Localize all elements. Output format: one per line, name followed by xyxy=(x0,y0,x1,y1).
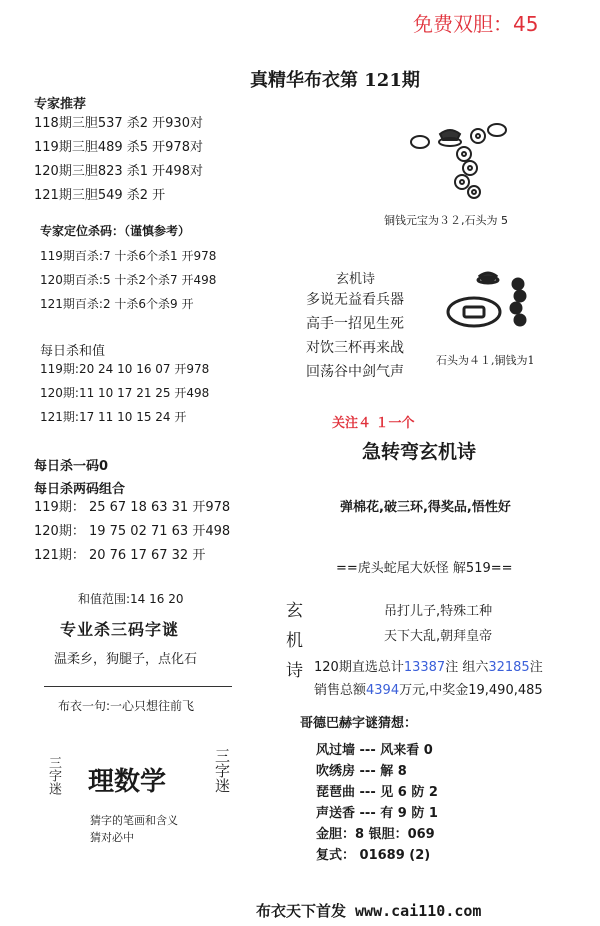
xuanji-char: 机 xyxy=(286,631,303,651)
focus-note: 关注４ １一个 xyxy=(332,416,415,431)
stone-coin-image xyxy=(440,262,540,342)
page-title: 真精华布衣第 121期 xyxy=(250,70,420,91)
expert-line: 119期三胆489 杀5 开978对 xyxy=(34,140,203,155)
sharp-turn-title: 急转弯玄机诗 xyxy=(362,441,477,463)
sum-kill-line: 120期:11 10 17 21 25 开498 xyxy=(40,386,210,400)
kill-one-code: 每日杀一码0 xyxy=(34,459,109,474)
kill-two-line: 121期： 20 76 17 67 32 开 xyxy=(34,548,206,563)
position-kill-heading: 专家定位杀码：（谨慎参考） xyxy=(40,224,191,238)
goldbach-heading: 哥德巴赫字谜猜想： xyxy=(300,716,418,731)
divider xyxy=(44,686,232,687)
tiger-line: ==虎头蛇尾大妖怪 解519== xyxy=(336,561,513,576)
coins-top-caption: 铜钱元宝为３２,石头为 5 xyxy=(384,214,508,227)
riddle-left-label: 三字迷 xyxy=(46,756,61,795)
pro-kill-title: 专业杀三码字谜 xyxy=(60,620,180,639)
sales-label: 注 xyxy=(529,660,543,675)
position-kill-line: 119期百杀:7 十杀6个杀1 开978 xyxy=(40,249,217,263)
sales-label: 万元,中奖金19,490,485 xyxy=(399,683,543,698)
poem-line: 高手一招见生死 xyxy=(306,316,404,332)
expert-line: 120期三胆823 杀1 开498对 xyxy=(34,164,203,179)
sales-label: 销售总额 xyxy=(314,683,367,698)
xuanji-char: 玄 xyxy=(286,601,303,621)
riddle-right-label: 三字迷 xyxy=(213,748,231,793)
goldbach-line: 风过墙 --- 风来看 0 xyxy=(316,743,433,758)
position-kill-list xyxy=(40,244,216,316)
xuanji-vertical xyxy=(286,596,303,686)
coins-bottom-caption: 石头为４１,铜钱为1 xyxy=(436,354,535,367)
riddle-word: 理数学 xyxy=(88,767,167,797)
buyi-line: 布衣一句:一心只想往前飞 xyxy=(58,699,195,713)
kill-two-line: 119期： 25 67 18 63 31 开978 xyxy=(34,500,231,515)
sales-label: 注 组六 xyxy=(445,660,489,675)
coins-ingot-image xyxy=(402,112,512,202)
free-double-banner: 免费双胆：45 xyxy=(413,12,539,36)
goldbach-line: 复式： 01689 (2) xyxy=(316,848,431,863)
sum-range: 和值范围:14 16 20 xyxy=(78,592,184,606)
sales-line-2 xyxy=(314,679,543,698)
kill-two-heading: 每日杀两码组合 xyxy=(34,482,126,497)
expert-list xyxy=(34,112,203,208)
poem-line: 回荡谷中剑气声 xyxy=(306,364,404,380)
sum-kill-line: 119期:20 24 10 16 07 开978 xyxy=(40,362,210,376)
goldbach-line: 金胆：8 银胆：069 xyxy=(316,827,435,842)
expert-line: 118期三胆537 杀2 开930对 xyxy=(34,116,203,131)
position-kill-line: 120期百杀:5 十杀2个杀7 开498 xyxy=(40,273,217,287)
sales-total: 4394 xyxy=(366,683,400,698)
kill-two-line: 120期： 19 75 02 71 63 开498 xyxy=(34,524,231,539)
position-kill-line: 121期百杀:2 十杀6个杀9 开 xyxy=(40,297,194,311)
sales-line-1 xyxy=(314,656,543,675)
goldbach-list xyxy=(316,740,438,866)
riddle-hint-2: 猜对必中 xyxy=(90,831,134,844)
sales-group6-count: 32185 xyxy=(488,660,530,675)
goldbach-line: 声送香 --- 有 9 防 1 xyxy=(316,806,438,821)
goldbach-line: 吹绣房 --- 解 8 xyxy=(316,764,407,779)
xuanji-poem-title: 玄机诗 xyxy=(336,272,376,287)
sharp-turn-text: 弹棉花,破三环,得奖品,悟性好 xyxy=(340,500,511,515)
xuanji-line-2: 天下大乱,朝拜皇帝 xyxy=(384,629,493,644)
xuanji-char: 诗 xyxy=(286,661,303,681)
pro-kill-text: 温柔乡，狗腿子，点化石 xyxy=(54,652,198,667)
expert-heading: 专家推荐 xyxy=(34,97,87,112)
riddle-hint-1: 猜字的笔画和含义 xyxy=(90,814,178,827)
footer-site: 布衣天下首发 www.cai110.com xyxy=(256,902,482,920)
sales-label: 120期直选总计 xyxy=(314,660,404,675)
sum-kill-list xyxy=(40,357,209,429)
poem-line: 对饮三杯再来战 xyxy=(306,340,404,356)
sales-direct-count: 13387 xyxy=(403,660,446,675)
sum-kill-line: 121期:17 11 10 15 24 开 xyxy=(40,410,187,424)
kill-two-list xyxy=(34,496,230,568)
xuanji-poem-list xyxy=(306,288,404,384)
expert-line: 121期三胆549 杀2 开 xyxy=(34,188,166,203)
xuanji-line-1: 吊打儿子,特殊工种 xyxy=(384,604,493,619)
goldbach-line: 琵琶曲 --- 见 6 防 2 xyxy=(316,785,438,800)
sum-kill-heading: 每日杀和值 xyxy=(40,344,106,359)
poem-line: 多说无益看兵器 xyxy=(306,292,404,308)
